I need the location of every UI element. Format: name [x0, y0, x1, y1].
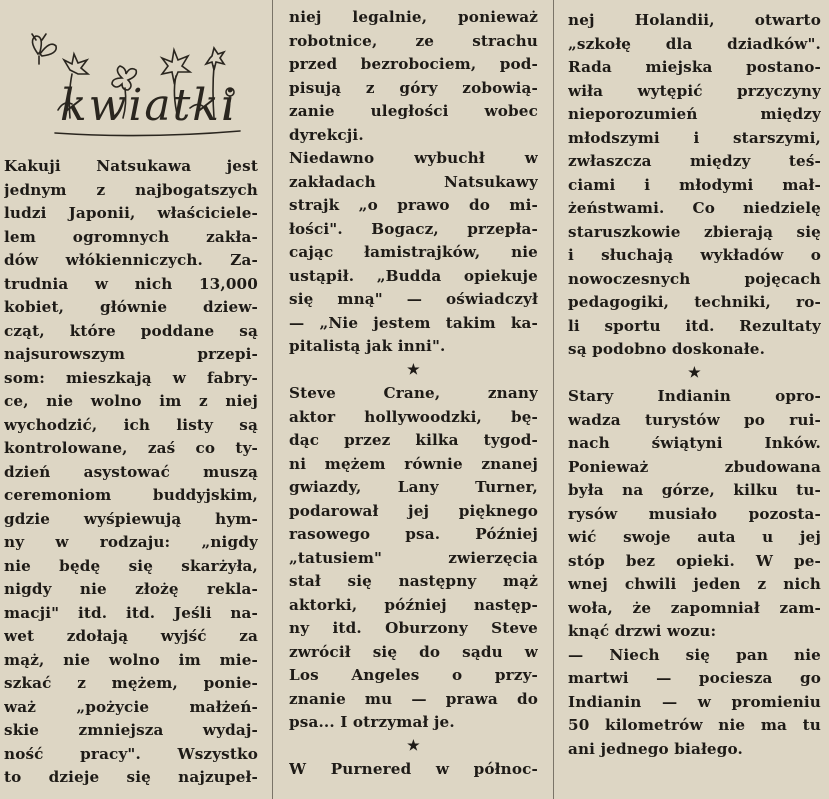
text-line: stóp bez opieki. W pe-: [568, 551, 821, 570]
text-line: żeństwami. Co niedzielę: [568, 199, 821, 217]
column-divider: [553, 0, 554, 799]
text-line: — „Nie jestem takim ka-: [289, 313, 538, 332]
text-line: zanie uległości wobec: [289, 102, 538, 120]
text-line: wet zdołają wyjść za: [4, 627, 258, 645]
text-line: ani jednego białego.: [568, 739, 743, 758]
text-line: strajk „o prawo do mi-: [289, 196, 538, 214]
text-line: łości". Bogacz, przepła-: [289, 219, 538, 238]
text-line: gwiazdy, Lany Turner,: [289, 478, 538, 496]
text-line: są podobno doskonałe.: [568, 340, 766, 358]
text-line: niej legalnie, ponieważ: [289, 8, 538, 26]
text-line: cząt, które poddane są: [4, 321, 258, 340]
text-line: aktor hollywoodzki, bę-: [289, 407, 538, 426]
text-line: aktorki, później następ-: [289, 595, 538, 614]
text-line: wadza turystów po rui-: [568, 410, 821, 429]
text-line: psa... I otrzymał je.: [289, 713, 455, 731]
section-separator-star: ★: [688, 364, 701, 381]
article-column-3: [568, 9, 821, 761]
text-line: ni mężem równie znanej: [289, 454, 538, 473]
text-line: robotnice, ze strachu: [289, 31, 538, 50]
text-line: najsurowszym przepi-: [4, 345, 258, 363]
text-line: rasowego psa. Później: [289, 525, 538, 543]
text-line: ustąpił. „Budda opiekuje: [289, 266, 538, 285]
section-separator-star: ★: [407, 737, 420, 754]
text-line: 50 kilometrów nie ma tu: [568, 716, 821, 734]
text-line: woła, że zapomniał zam-: [568, 598, 821, 617]
text-line: znanie mu — prawa do: [289, 689, 538, 708]
text-line: trudnia w nich 13,000: [4, 274, 258, 293]
text-line: skie zmniejsza wydaj-: [4, 721, 258, 739]
text-line: zwłaszcza między teś-: [568, 152, 821, 170]
text-line: pisują z góry zobowią-: [289, 78, 538, 97]
text-line: przed bezrobociem, pod-: [289, 55, 538, 73]
text-line: Kakuji Natsukawa jest: [4, 157, 258, 175]
text-line: — Niech się pan nie: [568, 645, 821, 664]
text-line: ceremoniom buddyjskim,: [4, 486, 258, 504]
text-line: ce, nie wolno im z niej: [4, 392, 258, 410]
section-title: kwiatki: [60, 80, 238, 131]
text-line: „tatusiem" zwierzęcia: [289, 548, 538, 567]
text-line: Niedawno wybuchł w: [289, 149, 538, 167]
text-line: nieporozumień między: [568, 105, 821, 123]
text-line: Rada miejska postano-: [568, 58, 821, 76]
text-line: macji" itd. itd. Jeśli na-: [4, 603, 258, 622]
text-line: nej Holandii, otwarto: [568, 11, 821, 29]
text-line: stał się następny mąż: [289, 572, 538, 590]
text-line: cając łamistrajków, nie: [289, 243, 538, 261]
section-separator-star: ★: [407, 361, 420, 378]
text-line: podarował jej pięknego: [289, 501, 538, 520]
text-line: staruszkowie zbierają się: [568, 222, 821, 241]
text-line: ludzi Japonii, właściciele-: [4, 204, 258, 222]
text-line: Indianin — w promieniu: [568, 692, 821, 711]
text-line: rysów musiało pozosta-: [568, 504, 821, 523]
text-line: pitalistą jak inni".: [289, 337, 446, 355]
text-line: nach świątyni Inków.: [568, 434, 821, 452]
text-line: knąć drzwi wozu:: [568, 622, 717, 640]
text-line: ciami i młodymi mał-: [568, 175, 821, 194]
article-column-1: [4, 155, 258, 790]
column-divider: [272, 0, 273, 799]
text-line: W Purnered w północ-: [289, 760, 538, 778]
text-line: „szkołę dla dziadków".: [568, 34, 821, 53]
text-line: Los Angeles o przy-: [289, 666, 538, 684]
text-line: ny itd. Oburzony Steve: [289, 619, 538, 637]
text-line: dąc przez kilka tygod-: [289, 431, 538, 449]
text-line: dzień asystować muszą: [4, 462, 258, 481]
text-line: kobiet, głównie dziew-: [4, 298, 258, 316]
text-line: wiła wytępić przyczyny: [568, 81, 821, 100]
text-line: nowoczesnych pojęcach: [568, 269, 821, 288]
text-line: Stary Indianin opro-: [568, 387, 821, 405]
text-line: waż „pożycie małżeń-: [4, 697, 258, 716]
text-line: i słuchają wykładów o: [568, 246, 821, 264]
article-column-2: [289, 6, 538, 782]
text-line: zakładach Natsukawy: [289, 172, 538, 191]
text-line: nigdy nie złożę rekla-: [4, 580, 258, 598]
text-line: ny w rodzaju: „nigdy: [4, 533, 258, 551]
text-line: kontrolowane, zaś co ty-: [4, 439, 258, 457]
text-line: wychodzić, ich listy są: [4, 415, 258, 434]
text-line: była na górze, kilku tu-: [568, 481, 821, 499]
text-line: martwi — pociesza go: [568, 669, 821, 687]
text-line: nie będę się skarżyła,: [4, 556, 258, 575]
kwiatki-logo: [0, 0, 262, 150]
text-line: szkać z mężem, ponie-: [4, 674, 258, 692]
text-line: wnej chwili jeden z nich: [568, 575, 821, 593]
text-line: młodszymi i starszymi,: [568, 128, 821, 147]
text-line: Ponieważ zbudowana: [568, 457, 821, 476]
text-line: Steve Crane, znany: [289, 384, 538, 402]
text-line: jednym z najbogatszych: [4, 180, 258, 199]
text-line: mąż, nie wolno im mie-: [4, 650, 258, 669]
text-line: lem ogromnych zakła-: [4, 227, 258, 246]
text-line: zwrócił się do sądu w: [289, 642, 538, 661]
text-line: li sportu itd. Rezultaty: [568, 316, 821, 335]
text-line: ność pracy". Wszystko: [4, 744, 258, 763]
text-line: dów włókienniczych. Za-: [4, 251, 258, 269]
text-line: to dzieje się najzupeł-: [4, 768, 258, 786]
text-line: się mną" — oświadczył: [289, 290, 538, 308]
text-line: gdzie wyśpiewują hym-: [4, 509, 258, 528]
text-line: wić swoje auta u jej: [568, 528, 821, 546]
text-line: pedagogiki, techniki, ro-: [568, 293, 821, 311]
text-line: som: mieszkają w fabry-: [4, 368, 258, 387]
text-line: dyrekcji.: [289, 125, 364, 144]
